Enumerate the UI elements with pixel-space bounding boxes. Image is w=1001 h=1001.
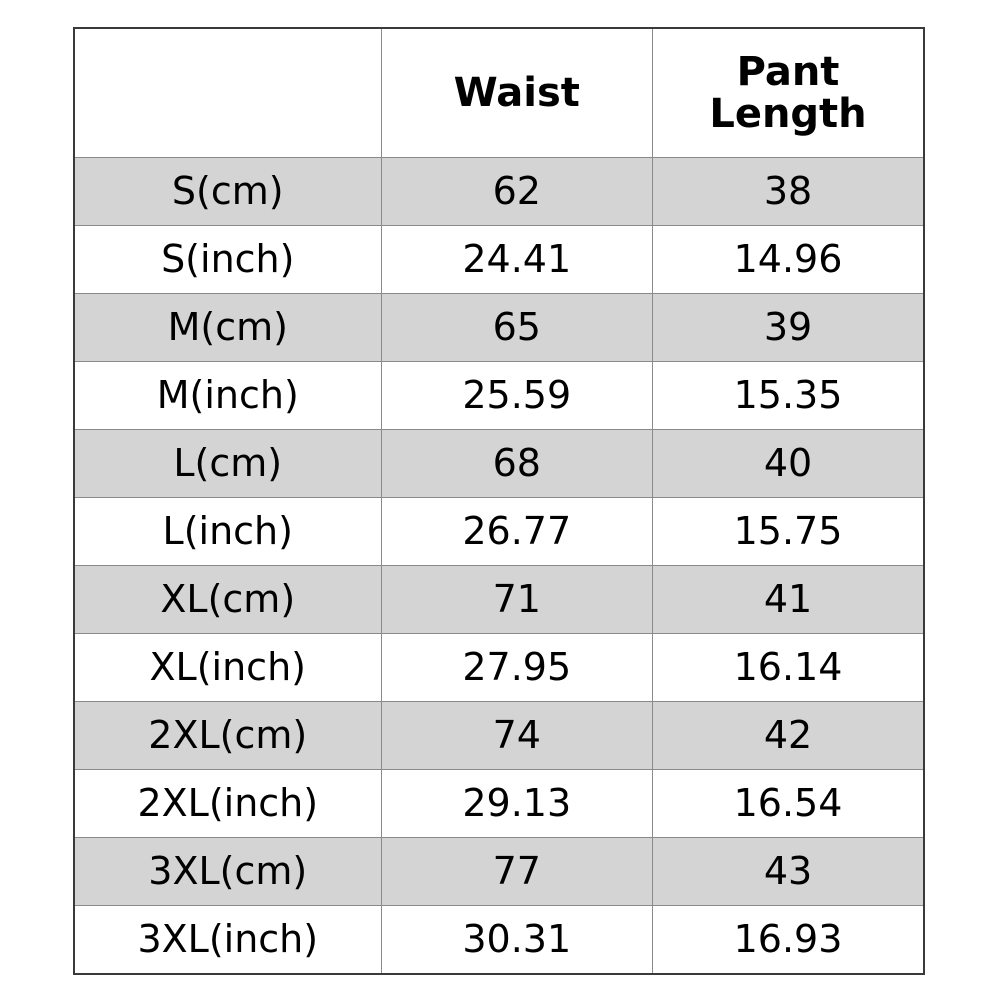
row-waist: 65 — [381, 294, 652, 362]
row-pant-length: 15.35 — [653, 362, 925, 430]
row-label: M(cm) — [74, 294, 381, 362]
row-waist: 24.41 — [381, 226, 652, 294]
size-chart-table — [73, 27, 925, 975]
table-row — [74, 770, 924, 838]
row-pant-length: 15.75 — [653, 498, 925, 566]
row-pant-length: 16.93 — [653, 906, 925, 975]
row-waist: 68 — [381, 430, 652, 498]
header-cell-pant-length: Pant Length — [653, 28, 925, 158]
row-pant-length: 42 — [653, 702, 925, 770]
row-pant-length: 16.54 — [653, 770, 925, 838]
row-pant-length: 16.14 — [653, 634, 925, 702]
header-row — [74, 28, 924, 158]
row-label: L(cm) — [74, 430, 381, 498]
header-cell-size — [74, 28, 381, 158]
row-pant-length: 40 — [653, 430, 925, 498]
row-waist: 71 — [381, 566, 652, 634]
size-chart-container — [73, 27, 925, 961]
row-waist: 25.59 — [381, 362, 652, 430]
row-pant-length: 38 — [653, 158, 925, 226]
table-row — [74, 294, 924, 362]
table-row — [74, 838, 924, 906]
table-row — [74, 634, 924, 702]
row-pant-length: 41 — [653, 566, 925, 634]
table-row — [74, 566, 924, 634]
row-waist: 27.95 — [381, 634, 652, 702]
row-waist: 29.13 — [381, 770, 652, 838]
table-row — [74, 226, 924, 294]
row-pant-length: 39 — [653, 294, 925, 362]
row-waist: 26.77 — [381, 498, 652, 566]
table-row — [74, 430, 924, 498]
table-row — [74, 906, 924, 975]
row-label: XL(inch) — [74, 634, 381, 702]
row-label: M(inch) — [74, 362, 381, 430]
row-pant-length: 14.96 — [653, 226, 925, 294]
row-waist: 30.31 — [381, 906, 652, 975]
table-row — [74, 498, 924, 566]
row-label: 3XL(inch) — [74, 906, 381, 975]
row-label: 3XL(cm) — [74, 838, 381, 906]
header-cell-waist: Waist — [381, 28, 652, 158]
row-label: S(cm) — [74, 158, 381, 226]
table-row — [74, 362, 924, 430]
row-waist: 62 — [381, 158, 652, 226]
row-pant-length: 43 — [653, 838, 925, 906]
table-row — [74, 158, 924, 226]
row-label: L(inch) — [74, 498, 381, 566]
table-body — [74, 158, 924, 975]
row-label: 2XL(inch) — [74, 770, 381, 838]
row-label: S(inch) — [74, 226, 381, 294]
table-row — [74, 702, 924, 770]
row-waist: 74 — [381, 702, 652, 770]
row-label: 2XL(cm) — [74, 702, 381, 770]
row-waist: 77 — [381, 838, 652, 906]
table-header — [74, 28, 924, 158]
row-label: XL(cm) — [74, 566, 381, 634]
